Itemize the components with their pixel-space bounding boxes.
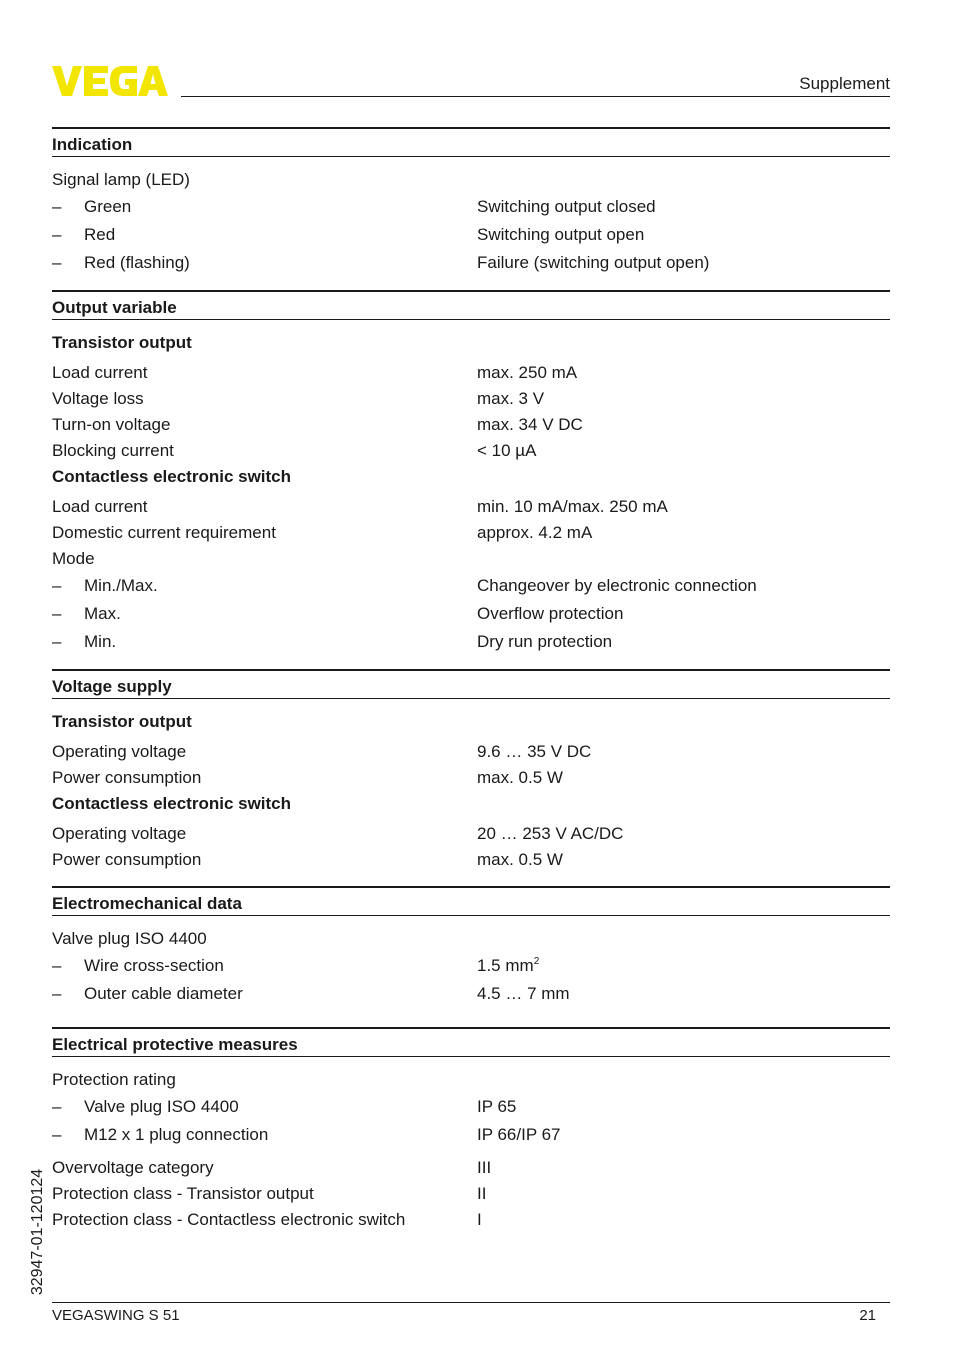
page-number: 21	[859, 1307, 876, 1324]
spec-label: Blocking current	[52, 441, 174, 460]
dash-bullet: –	[52, 225, 62, 244]
footer-product: VEGASWING S 51	[52, 1307, 180, 1324]
footer-rule	[52, 1302, 890, 1303]
spec-value: Dry run protection	[477, 632, 613, 651]
section-output-variable	[52, 290, 890, 656]
subheading: Transistor output	[52, 712, 192, 731]
spec-row	[52, 847, 890, 873]
vega-logo	[52, 66, 168, 96]
spec-label: Domestic current requirement	[52, 523, 276, 542]
spec-value: max. 250 mA	[477, 363, 578, 382]
subheading: Transistor output	[52, 333, 192, 352]
spec-label: Mode	[52, 549, 95, 568]
spec-value: Failure (switching output open)	[477, 253, 710, 272]
spec-row	[52, 412, 890, 438]
spec-row	[52, 1181, 890, 1207]
spec-row	[52, 600, 890, 628]
spec-value: Switching output closed	[477, 197, 656, 216]
spec-value: < 10 µA	[477, 441, 537, 460]
superscript: 2	[533, 956, 540, 967]
dash-bullet: –	[52, 253, 62, 272]
spec-label: Wire cross-section	[84, 956, 224, 975]
dash-bullet: –	[52, 956, 62, 975]
spec-row	[52, 546, 890, 572]
spec-value: 1.5 mm	[477, 956, 534, 975]
spec-value: IP 65	[477, 1097, 517, 1116]
spec-value: II	[477, 1184, 487, 1203]
dash-bullet: –	[52, 576, 62, 595]
spec-row	[52, 980, 890, 1008]
spec-value: 20 … 253 V AC/DC	[477, 824, 624, 843]
spec-value: Changeover by electronic connection	[477, 576, 757, 595]
document-code: 32947-01-120124	[29, 1168, 46, 1296]
spec-value: 9.6 … 35 V DC	[477, 742, 592, 761]
spec-label: Green	[84, 197, 132, 216]
spec-value: max. 34 V DC	[477, 415, 583, 434]
spec-row	[52, 494, 890, 520]
spec-row	[52, 821, 890, 847]
spec-label: Operating voltage	[52, 824, 187, 843]
header-rule	[181, 96, 890, 97]
spec-row	[52, 952, 890, 980]
spec-row	[52, 438, 890, 464]
dash-bullet: –	[52, 197, 62, 216]
spec-label: Turn-on voltage	[52, 415, 171, 434]
header-section-label: Supplement	[799, 74, 890, 93]
dash-bullet: –	[52, 604, 62, 623]
section-indication	[52, 127, 890, 277]
spec-label: Valve plug ISO 4400	[84, 1097, 239, 1116]
dash-bullet: –	[52, 1125, 62, 1144]
spec-row	[52, 386, 890, 412]
spec-label: Load current	[52, 497, 148, 516]
spec-content	[52, 127, 890, 1246]
spec-label: Min.	[84, 632, 117, 651]
spec-value: III	[477, 1158, 492, 1177]
spec-label: Power consumption	[52, 850, 202, 869]
section-title: Output variable	[52, 290, 890, 320]
spec-value: Overflow protection	[477, 604, 624, 623]
spec-row	[52, 360, 890, 386]
subheading: Contactless electronic switch	[52, 794, 292, 813]
spec-value: max. 3 V	[477, 389, 545, 408]
spec-value: max. 0.5 W	[477, 768, 563, 787]
section-voltage-supply	[52, 669, 890, 873]
section-title: Electromechanical data	[52, 886, 890, 916]
spec-row	[52, 572, 890, 600]
spec-label: Signal lamp (LED)	[52, 170, 190, 189]
dash-bullet: –	[52, 984, 62, 1003]
spec-row	[52, 193, 890, 221]
spec-label: Red	[84, 225, 116, 244]
spec-label: Voltage loss	[52, 389, 144, 408]
subheading: Contactless electronic switch	[52, 467, 292, 486]
spec-value: 4.5 … 7 mm	[477, 984, 570, 1003]
spec-label: Protection rating	[52, 1070, 176, 1089]
spec-row	[52, 520, 890, 546]
section-title: Voltage supply	[52, 669, 890, 699]
spec-label: Min./Max.	[84, 576, 158, 595]
section-protective-measures	[52, 1027, 890, 1233]
spec-label: M12 x 1 plug connection	[84, 1125, 269, 1144]
spec-label: Power consumption	[52, 768, 202, 787]
spec-row	[52, 1121, 890, 1149]
spec-label: Overvoltage category	[52, 1158, 214, 1177]
spec-row	[52, 167, 890, 193]
spec-value: I	[477, 1210, 482, 1229]
spec-label: Operating voltage	[52, 742, 187, 761]
spec-label: Protection class - Transistor output	[52, 1184, 314, 1203]
spec-value: approx. 4.2 mA	[477, 523, 593, 542]
spec-label: Load current	[52, 363, 148, 382]
spec-label: Red (flashing)	[84, 253, 190, 272]
spec-value: min. 10 mA/max. 250 mA	[477, 497, 668, 516]
section-title: Indication	[52, 127, 890, 157]
section-electromechanical	[52, 886, 890, 1014]
spec-row	[52, 765, 890, 791]
spec-row	[52, 739, 890, 765]
spec-row	[52, 249, 890, 277]
spec-row	[52, 628, 890, 656]
spec-label: Protection class - Contactless electronic switch	[52, 1210, 406, 1229]
spec-value: max. 0.5 W	[477, 850, 563, 869]
spec-row	[52, 1093, 890, 1121]
section-title: Electrical protective measures	[52, 1027, 890, 1057]
dash-bullet: –	[52, 1097, 62, 1116]
spec-label: Max.	[84, 604, 121, 623]
dash-bullet: –	[52, 632, 62, 651]
spec-value: IP 66/IP 67	[477, 1125, 561, 1144]
spec-row	[52, 221, 890, 249]
spec-row	[52, 1155, 890, 1181]
spec-row	[52, 926, 890, 952]
spec-row	[52, 1067, 890, 1093]
spec-row	[52, 1207, 890, 1233]
spec-value: Switching output open	[477, 225, 645, 244]
spec-label: Valve plug ISO 4400	[52, 929, 207, 948]
spec-label: Outer cable diameter	[84, 984, 243, 1003]
